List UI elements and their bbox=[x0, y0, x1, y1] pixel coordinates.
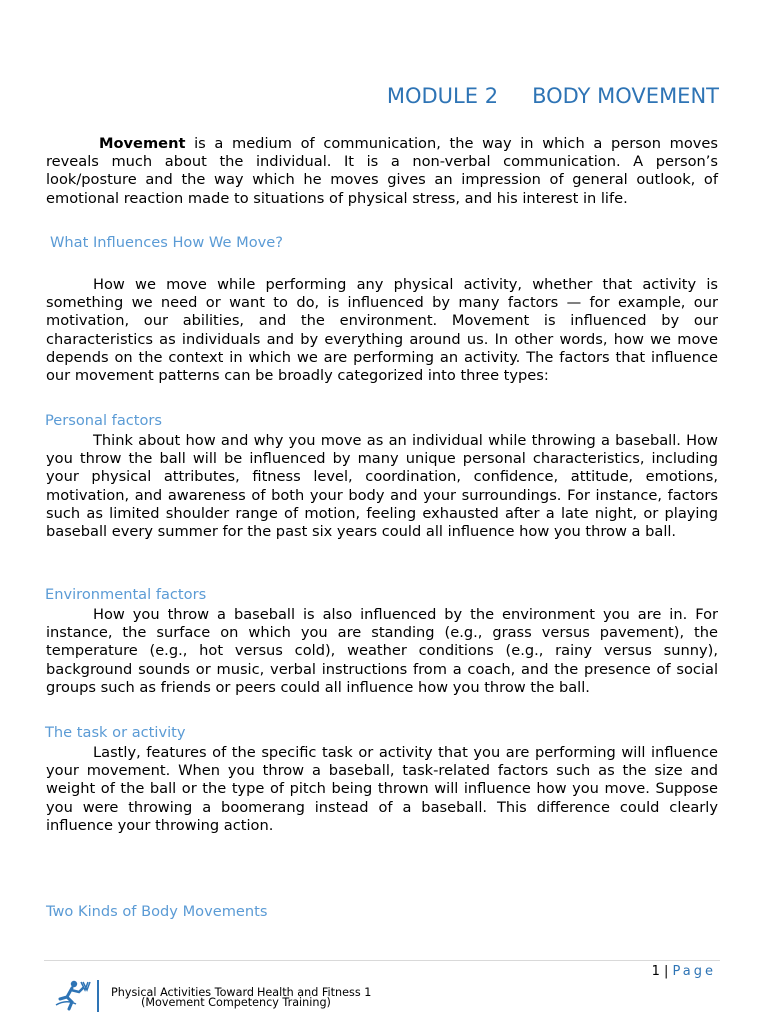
module-number: MODULE 2 bbox=[386, 84, 499, 108]
intro-bold-lead: Movement bbox=[99, 135, 186, 152]
footer-course-part1: Physical Activities Toward bbox=[111, 986, 254, 999]
page-separator: | bbox=[663, 964, 669, 979]
influences-paragraph bbox=[46, 276, 718, 385]
task-paragraph bbox=[46, 744, 718, 835]
page-number bbox=[652, 964, 716, 979]
page-word: Page bbox=[672, 964, 716, 979]
heading-two-kinds: Two Kinds of Body Movements bbox=[46, 903, 268, 920]
environmental-paragraph bbox=[46, 606, 718, 697]
personal-paragraph bbox=[46, 432, 718, 541]
heading-what-influences: What Influences How We Move? bbox=[50, 234, 284, 251]
running-figure-logo-icon bbox=[52, 978, 92, 1012]
environmental-text: How you throw a baseball is also influenced by the environment you are in. For instance, the surface on which you are standing (e.g., grass versus pavement), the temperature (e.g., hot versus cold), weather conditions (e.g., rainy versus sunny), background sounds or music, verbal instructions from a coach, and the presence of social groups such as friends or peers could all influence how you throw the ball. bbox=[46, 606, 718, 696]
footer-divider bbox=[44, 960, 720, 961]
logo-divider bbox=[97, 980, 99, 1012]
task-text: Lastly, features of the specific task or activity that you are performing will influence your movement. When you throw a baseball, task-related factors such as the size and weight of the ball or the type of pitch being thrown will influence how you move. Suppose you were throwing a boomerang instead of a baseball. This difference could clearly influence your throwing action. bbox=[46, 744, 718, 834]
footer-course-part2: Health and Fitness 1 bbox=[257, 986, 372, 999]
module-title bbox=[0, 84, 719, 108]
footer-course-subtitle: (Movement Competency Training) bbox=[141, 996, 331, 1009]
personal-text: Think about how and why you move as an individual while throwing a baseball. How you throw the ball will be influenced by many unique personal characteristics, including your physical attributes, fitness level, coordination, confidence, attitude, emotions, motivation, and awareness of both your body and your surroundings. For instance, factors such as limited shoulder range of motion, feeling exhausted after a late night, or playing baseball every summer for the past six years could all influence how you throw a ball. bbox=[46, 432, 718, 541]
heading-personal-factors: Personal factors bbox=[45, 412, 163, 429]
module-topic: BODY MOVEMENT bbox=[532, 84, 719, 108]
heading-environmental-factors: Environmental factors bbox=[45, 586, 207, 603]
intro-text: is a medium of communication, the way in which a person moves reveals much about the individual. It is a non-verbal communication. A person’s look/posture and the way which he moves gives an impression of general outlook, of emotional reaction made to situations of physical stress, and his interest in life. bbox=[46, 135, 718, 207]
intro-paragraph bbox=[46, 135, 718, 208]
influences-text: How we move while performing any physical activity, whether that activity is something we need or want to do, is influenced by many factors — for example, our motivation, our abilities, and the environment. Movement is influenced by our characteristics as individuals and by everything around us. In other words, how we move depends on the context in which we are performing an activity. The factors that influence our movement patterns can be broadly categorized into three types: bbox=[46, 276, 718, 385]
page-number-value: 1 bbox=[651, 964, 660, 979]
heading-task-or-activity: The task or activity bbox=[45, 724, 186, 741]
